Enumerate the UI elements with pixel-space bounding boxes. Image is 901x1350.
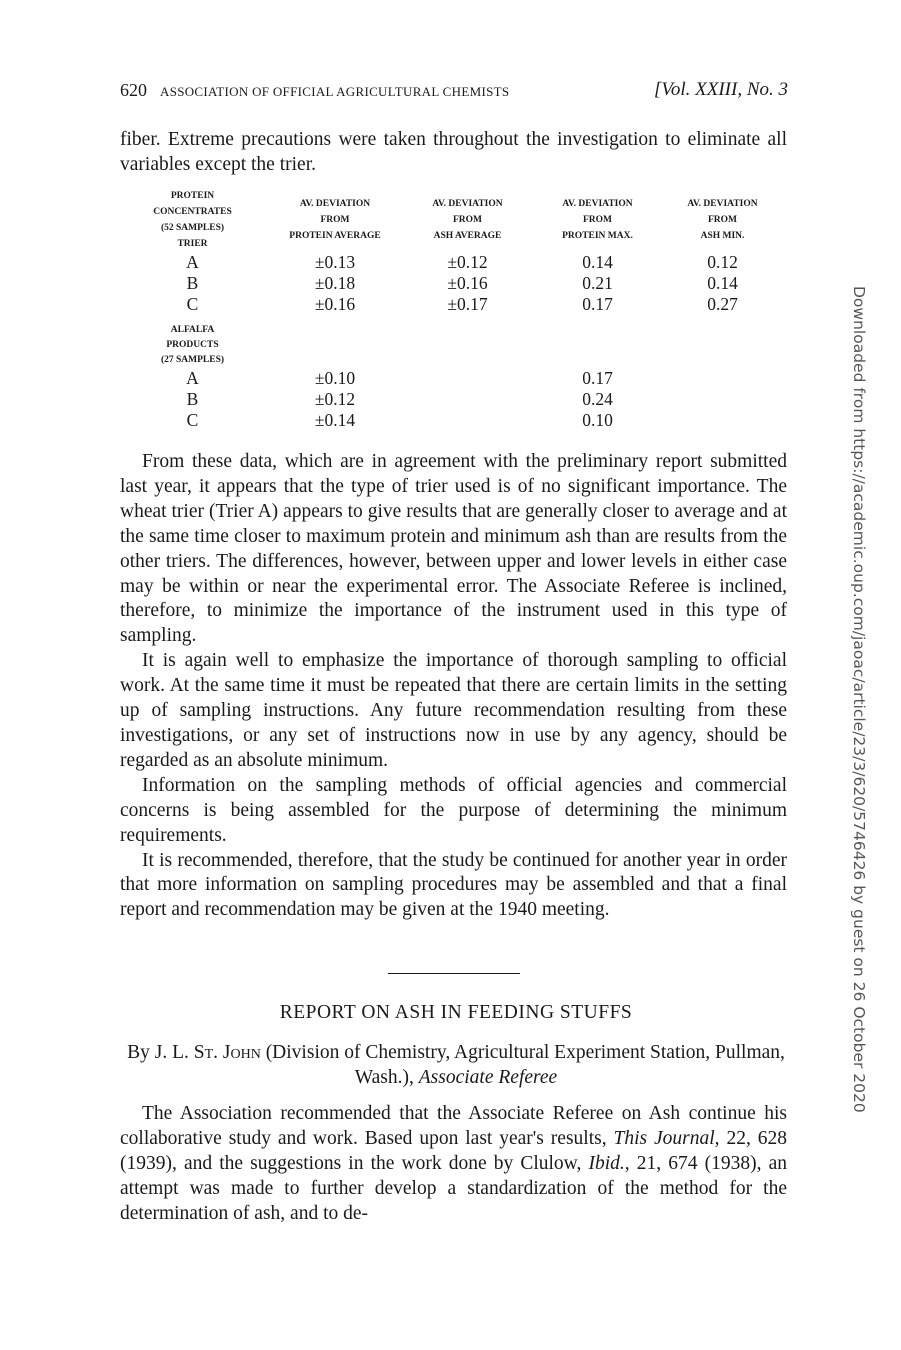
table-row [120, 410, 780, 431]
body-paragraph: It is recommended, therefore, that the study be continued for another year in order that more information on sampling procedures may be assembled and that a final report and recommendation may be given at the 1940 meeting. [120, 849, 787, 921]
citation-ibid: Ibid., [588, 1152, 630, 1174]
table-cell: ±0.13 [314, 252, 356, 272]
trier-cell: B [186, 273, 199, 293]
discussion-section [120, 450, 787, 923]
table-cell: 0.21 [582, 273, 613, 293]
table-row [120, 368, 780, 389]
stub-header: PROTEIN CONCENTRATES (52 SAMPLES) TRIER [153, 191, 232, 249]
table-cell [665, 389, 780, 410]
download-watermark [842, 286, 876, 1113]
table-cell: 0.17 [582, 294, 613, 314]
table-row [120, 252, 780, 273]
table-cell: 0.14 [707, 273, 738, 293]
col-header-ash-min: AV. DEVIATION FROM ASH MIN. [687, 199, 758, 241]
col-header-protein-max: AV. DEVIATION FROM PROTEIN MAX. [562, 199, 633, 241]
trier-cell: B [186, 389, 199, 409]
table-row [120, 389, 780, 410]
report-body-paragraph: The Association recommended that the Associate Referee on Ash continue his collaborative study and work. Based upon last year's results, This Journal, 22, 628 (1939), and the suggestions in the work done by Clulow, Ibid., 21, 674 (1938), an attempt was made to further develop a standardization of the method for the determination of ash, and to de- [120, 1103, 788, 1224]
byline: By J. L. St. John (Division of Chemistry, Agricultural Experiment Station, Pullman, Wash.), Associate Referee [127, 1042, 785, 1088]
table-cell: ±0.10 [314, 368, 356, 388]
table-cell: ±0.16 [314, 294, 356, 314]
table-row [120, 273, 780, 294]
alfalfa-subheader: ALFALFA PRODUCTS (27 SAMPLES) [160, 325, 225, 365]
table-cell: 0.17 [582, 368, 613, 388]
table-cell [405, 368, 530, 389]
author-name: St. John [193, 1042, 261, 1063]
table-cell: 0.27 [707, 294, 738, 314]
affiliation: (Division of Chemistry, Agricultural Experiment Station, Pullman, Wash.), [260, 1042, 785, 1088]
body-paragraph: It is again well to emphasize the importance of thorough sampling to official work. At the same time it must be repeated that there are certain limits in the setting up of sampling instructions. Any future recommendation resulting from these investigations, or any set of instructions now in use by any agency, should be regarded as an absolute minimum. [120, 650, 787, 771]
trier-cell: C [186, 410, 199, 430]
table-cell [665, 368, 780, 389]
trier-cell: C [186, 294, 199, 314]
table-cell: ±0.14 [314, 410, 356, 430]
table-cell [405, 410, 530, 431]
col-header-protein-average: AV. DEVIATION FROM PROTEIN AVERAGE [289, 199, 381, 241]
table-cell [405, 389, 530, 410]
trier-cell: A [186, 252, 199, 272]
table-cell: ±0.16 [447, 273, 488, 293]
page-header [120, 78, 800, 104]
trier-deviation-table [120, 188, 780, 431]
volume-issue: [Vol. XXIII, No. 3 [653, 79, 788, 100]
alfalfa-subheader-row [120, 315, 780, 368]
journal-name: ASSOCIATION OF OFFICIAL AGRICULTURAL CHEMISTS [160, 84, 510, 99]
trier-cell: A [186, 368, 199, 388]
body-paragraph: Information on the sampling methods of official agencies and commercial concerns is being assembled for the purpose of determining the minimum requirements. [120, 774, 787, 846]
intro-paragraph: fiber. Extreme precautions were taken throughout the investigation to eliminate all variables except the trier. [120, 129, 787, 175]
section-divider [388, 973, 520, 974]
table-cell: 0.10 [582, 410, 613, 430]
report-title: REPORT ON ASH IN FEEDING STUFFS [279, 1002, 633, 1023]
table-cell: 0.24 [582, 389, 613, 409]
table-cell: 0.14 [582, 252, 613, 272]
table-cell: ±0.12 [314, 389, 356, 409]
download-note: Downloaded from https://academic.oup.com/jaoac/article/23/3/620/5746426 by guest on 26 October 2020 [850, 286, 868, 1113]
table-cell: 0.12 [707, 252, 738, 272]
col-header-ash-average: AV. DEVIATION FROM ASH AVERAGE [432, 199, 503, 241]
table-cell: ±0.17 [447, 294, 488, 314]
author-role: Associate Referee [418, 1067, 558, 1088]
table-row [120, 294, 780, 315]
table-header-row [120, 188, 780, 252]
body-paragraph: From these data, which are in agreement with the preliminary report submitted last year, it appears that the type of trier used is of no significant importance. The wheat trier (Trier A) appears to give results that are generally closer to average and at the same time closer to maximum protein and minimum ash than are results from the other triers. The differences, however, between upper and lower levels in either case may be within or near the experimental error. The Associate Referee is inclined, therefore, to minimize the importance of the instrument used in this type of sampling. [120, 451, 787, 647]
table-cell: ±0.12 [447, 252, 488, 272]
citation-journal: This Journal, [613, 1127, 720, 1149]
table-cell [665, 410, 780, 431]
table-cell: ±0.18 [314, 273, 356, 293]
page-number: 620 [120, 80, 147, 100]
